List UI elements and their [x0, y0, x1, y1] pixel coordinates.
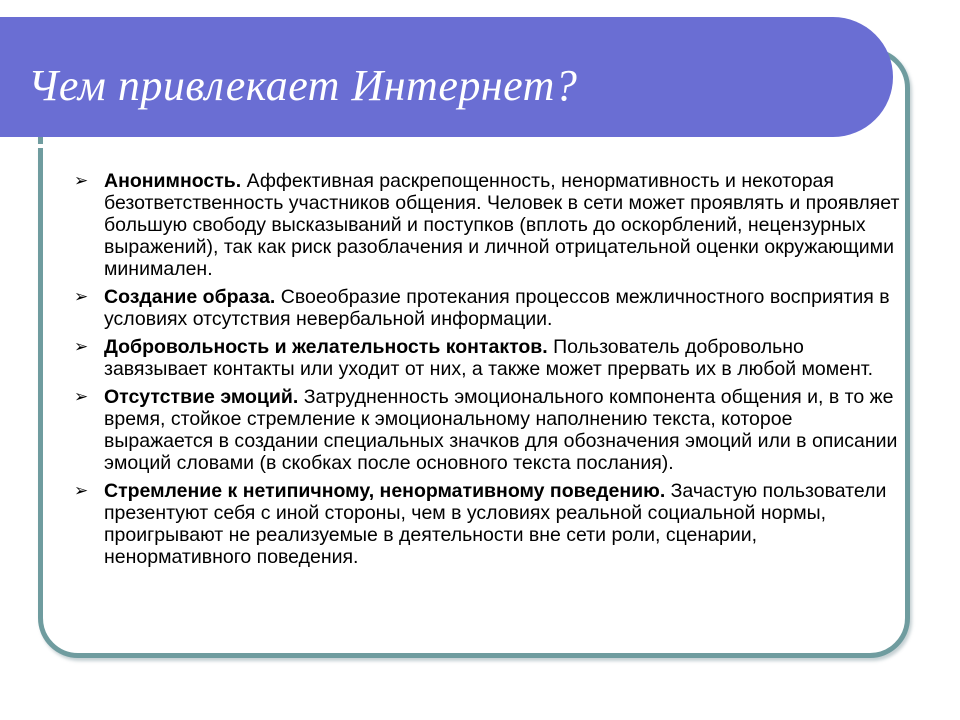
- title-underline: [0, 144, 848, 148]
- arrow-bullet-icon: ➢: [74, 171, 89, 190]
- bullet-item-no-emotions: [70, 386, 900, 474]
- slide-title: Чем привлекает Интернет?: [28, 61, 578, 110]
- arrow-bullet-icon: ➢: [74, 287, 89, 306]
- arrow-bullet-icon: ➢: [74, 337, 89, 356]
- bullet-term: Анонимность.: [104, 170, 242, 192]
- bullet-text: Пользователь добровольно завязывает контакты или уходит от них, а также может прервать их в любой момент.: [104, 336, 873, 380]
- bullet-item-anonymity: [70, 170, 900, 280]
- bullet-term: Стремление к нетипичному, ненормативному поведению.: [104, 480, 666, 502]
- bullet-item-image-creation: [70, 286, 900, 330]
- bullet-text: Аффективная раскрепощенность, ненормативность и некоторая безответственность участников общения. Человек в сети может проявлять и проявляет большую свободу высказываний и поступков (вплоть до оскорблений, нецензурных выражений), так как риск разоблачения и личной отрицательной оценки окружающими минимален.: [104, 170, 900, 280]
- arrow-bullet-icon: ➢: [74, 387, 89, 406]
- bullet-term: Добровольность и желательность контактов.: [104, 336, 548, 358]
- bullet-text: Своеобразие протекания процессов межличностного восприятия в условиях отсутствия невербальной информации.: [104, 286, 890, 330]
- bullet-list: [70, 170, 900, 574]
- bullet-term: Отсутствие эмоций.: [104, 386, 299, 408]
- bullet-text: Затрудненность эмоционального компонента общения и, в то же время, стойкое стремление к эмоциональному наполнению текста, которое выражается в создании специальных значков для обозначения эмоций или в описании эмоций словами (в скобках после основного текста послания).: [104, 386, 898, 474]
- bullet-item-atypical-behavior: [70, 480, 900, 568]
- arrow-bullet-icon: ➢: [74, 481, 89, 500]
- bullet-text: Зачастую пользователи презентуют себя с иной стороны, чем в условиях реальной социальной нормы, проигрывают не реализуемые в деятельности вне сети роли, сценарии, ненормативного поведения.: [104, 480, 887, 568]
- bullet-term: Создание образа.: [104, 286, 276, 308]
- title-bar: [0, 17, 893, 137]
- bullet-item-voluntary-contacts: [70, 336, 900, 380]
